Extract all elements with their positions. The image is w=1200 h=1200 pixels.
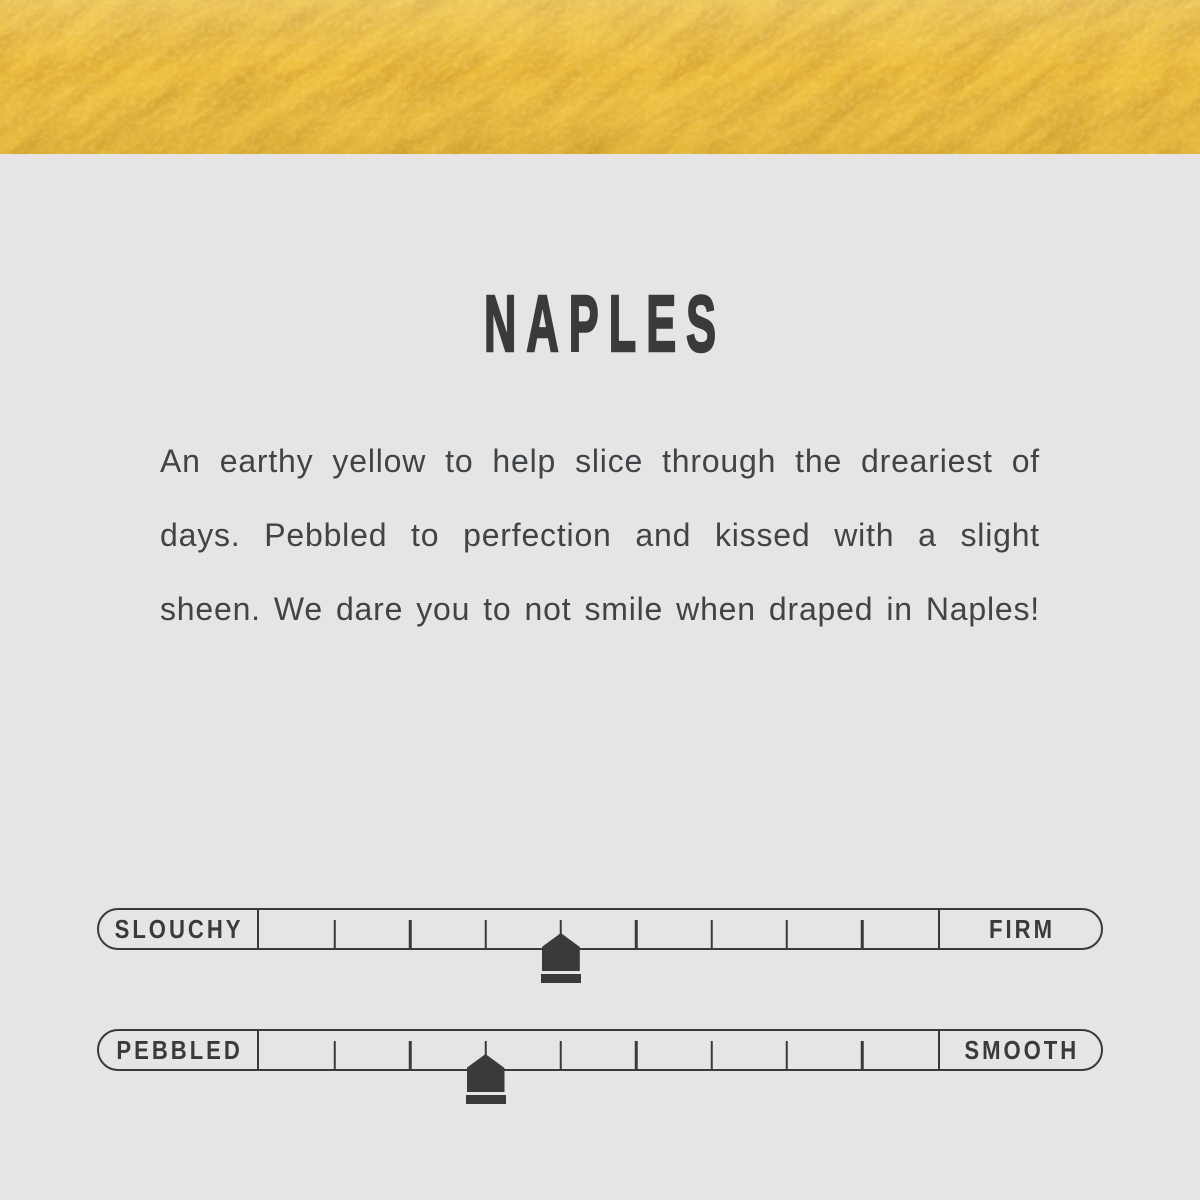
slider-tick [786, 1041, 789, 1069]
leather-texture-image [0, 0, 1200, 154]
description-line-1: An earthy yellow to help slice through the dreariest of [160, 443, 1040, 479]
slider-tick [786, 920, 789, 948]
marker-base-icon [466, 1095, 506, 1104]
slider-slouchy-firm [97, 908, 1103, 950]
slider-left-section [99, 1031, 259, 1069]
marker-pointer-icon [542, 933, 580, 971]
slider-tick [409, 920, 412, 948]
slider-tick [635, 920, 638, 948]
color-description [160, 424, 1040, 646]
marker-pointer-icon [467, 1054, 505, 1092]
slider-tick [409, 1041, 412, 1069]
slider-left-label: PEBBLED [116, 1034, 243, 1065]
slider-tick [560, 1041, 563, 1069]
slider-pebbled-smooth [97, 1029, 1103, 1071]
slider-tick [484, 920, 487, 948]
slider-tick [861, 920, 864, 948]
slider-right-label: FIRM [989, 913, 1055, 944]
slider-tick [334, 920, 337, 948]
slider-tick [635, 1041, 638, 1069]
slider-right-label: SMOOTH [964, 1034, 1080, 1065]
slider-tick [710, 920, 713, 948]
description-line-3: sheen. We dare you to not smile when draped in Naples! [160, 591, 1040, 627]
slider-marker [466, 1054, 506, 1104]
marker-base-icon [541, 974, 581, 983]
color-name-title: NAPLES [483, 279, 727, 368]
slider-marker [541, 933, 581, 983]
description-line-2: days. Pebbled to perfection and kissed with a slight [160, 517, 1040, 553]
slider-tick [334, 1041, 337, 1069]
leather-sheen-overlay [0, 0, 1200, 154]
slider-track [260, 910, 938, 948]
slider-tick [710, 1041, 713, 1069]
slider-tick [861, 1041, 864, 1069]
slider-left-section [99, 910, 259, 948]
slider-track [260, 1031, 938, 1069]
slider-right-section [938, 1031, 1101, 1069]
slider-left-label: SLOUCHY [115, 913, 244, 944]
slider-right-section [938, 910, 1101, 948]
